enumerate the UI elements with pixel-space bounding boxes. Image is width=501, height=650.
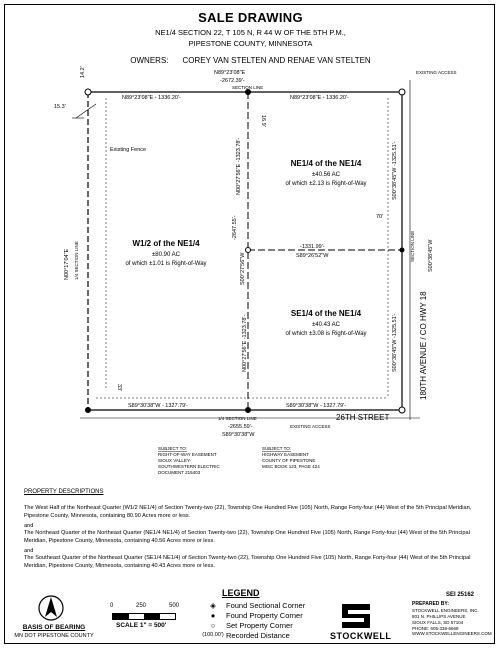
mid-bearing: S00°27'56"W	[240, 252, 246, 285]
parcel-se-name: SE1/4 of the NE1/4	[290, 309, 362, 318]
description-w-half: The West Half of the Northeast Quarter (W1/2 NE1/4) of Section Twenty-two (22), Township One Hundred Five (105) North, Range Forty-four (44) West of the 5th Principal Meridian, Pipestone County, Minnesota, containing 80.90 Acres more or less.	[24, 505, 472, 519]
existing-access-bottom: EXISTING ACCESS	[290, 424, 331, 429]
scale-label: SCALE 1" = 500'	[116, 622, 167, 629]
existing-access-top: EXISTING ACCESS	[416, 70, 457, 75]
dim-70: 70'	[376, 214, 384, 220]
parcel-w-name: W1/2 of the NE1/4	[132, 239, 200, 248]
bottom-bearing: S89°30'38"W	[222, 432, 255, 438]
mid-bottom-line: N00°27'56"E -1323.78'-	[242, 314, 248, 372]
dim-33: 33'	[116, 384, 122, 392]
description-ne-quarter: The Northeast Quarter of the Northeast Quarter (NE1/4 NE1/4) of Section Twenty-two (22), Township One Hundred Five (105) North, Range Forty-four (44) West of the 5th Principal Meridian, Pipestone County, Minnesota, containing 40.56 Acres more or less.	[24, 530, 470, 544]
basis-subtitle: MN DOT PIPESTONE COUNTY	[14, 633, 94, 639]
svg-text:MISC BOOK 123, PAGE 424: MISC BOOK 123, PAGE 424	[262, 464, 320, 469]
parcel-se-row: of which ±3.08 is Right-of-Way	[285, 331, 367, 337]
bottom-left-segment: S89°30'38"W - 1327.79'-	[128, 403, 189, 409]
road-name: 180TH AVENUE / CO HWY 18	[419, 291, 428, 400]
parcel-w-acres: ±80.90 AC	[152, 252, 180, 258]
west-quarter-line: 1/4 SECTION LINE	[74, 241, 79, 280]
descriptions-heading: PROPERTY DESCRIPTIONS	[24, 489, 104, 495]
description-and-2: and	[24, 548, 34, 554]
prepared-by-label: PREPARED BY:	[412, 601, 450, 607]
parcel-ne-row: of which ±2.13 is Right-of-Way	[285, 181, 367, 187]
company-block: STOCKWELL ENGINEERS, INC. 801 N. PHILLIPS AVENUE SIOUX FALLS, SD 57104 PHONE: 605-338-6668 WWW.STOCKWELLENGINEERS.COM	[412, 608, 492, 637]
existing-fence-label: Existing Fence	[110, 147, 147, 153]
legal-location-line1: NE1/4 SECTION 22, T 105 N, R 44 W OF THE 5TH P.M.,	[155, 28, 346, 37]
description-se-quarter: The Southeast Quarter of the Northeast Quarter (SE1/4 NE1/4) of Section Twenty-two (22), Township One Hundred Five (105) North, Range Forty-four (44) West of the 5th Principal Meridian, Pipestone County, Minnesota, containing 40.43 Acres more or less.	[24, 555, 471, 569]
mid-distance: -2647.55'-	[232, 215, 238, 240]
svg-text:SUBJECT TO:: SUBJECT TO:	[262, 446, 292, 451]
legend-found-property: ● Found Property Corner	[200, 610, 330, 620]
svg-text:SUBJECT TO:: SUBJECT TO:	[158, 446, 188, 451]
top-bearing: N89°23'08"E	[214, 70, 246, 76]
parcel-w-row: of which ±1.01 is Right-of-Way	[125, 261, 207, 267]
found-property-corner-icon: ●	[210, 610, 216, 620]
parcel-ne-acres: ±40.56 AC	[312, 172, 340, 178]
mid-bearing-horizontal: S89°26'52"W	[296, 253, 329, 259]
north-arrow-icon	[36, 593, 66, 623]
legend-recorded-distance: (100.00') Recorded Distance	[200, 630, 330, 640]
east-bottom-line: S00°38'45"W -1325.51'-	[392, 313, 398, 372]
set-property-corner-icon: ○	[210, 620, 216, 630]
mid-top-line: N00°27'56"E -1323.78'-	[236, 137, 242, 195]
svg-text:HIGHWAY EASEMENT: HIGHWAY EASEMENT	[262, 452, 309, 457]
description-and-1: and	[24, 523, 34, 529]
mid-distance-horizontal: -1331.99'-	[300, 244, 325, 250]
svg-text:RIGHT-OF-WAY EASEMENT: RIGHT-OF-WAY EASEMENT	[158, 452, 217, 457]
street-name: 26TH STREET	[336, 413, 390, 422]
top-left-segment: N89°23'08"E - 1336.20'-	[122, 95, 181, 101]
west-line-bearing: N00°17'04"E	[64, 248, 70, 280]
dim-14-2: 14.2'	[80, 66, 86, 78]
owners-names: COREY VAN STELTEN AND RENAE VAN STELTEN	[182, 56, 371, 65]
logo-wordmark: STOCKWELL	[330, 631, 392, 641]
svg-text:SIOUX VALLEY-: SIOUX VALLEY-	[158, 458, 192, 463]
found-sectional-corner-icon: ◈	[210, 600, 216, 610]
parcel-ne-name: NE1/4 of the NE1/4	[290, 159, 362, 168]
owners-label: OWNERS:	[130, 56, 169, 65]
dim-16-9: 16.9'	[260, 115, 266, 127]
svg-text:SOUTHWESTERN ELECTRIC: SOUTHWESTERN ELECTRIC	[158, 464, 220, 469]
easement-notes	[158, 446, 320, 475]
east-mid-bearing: S00°38'45"W	[428, 239, 434, 272]
stockwell-logo-icon	[336, 600, 376, 630]
east-top-line: S00°38'45"W -1325.51'-	[392, 141, 398, 200]
svg-text:DOCUMENT 215403: DOCUMENT 215403	[158, 470, 201, 475]
legal-location-line2: PIPESTONE COUNTY, MINNESOTA	[188, 39, 313, 48]
scale-tick-0: 0	[110, 603, 114, 609]
bottom-quarter-line: 1/4 SECTION LINE	[218, 416, 257, 421]
svg-text:COUNTY OF PIPESTONE: COUNTY OF PIPESTONE	[262, 458, 316, 463]
scale-bar	[112, 613, 176, 620]
top-distance: -2672.39'-	[220, 78, 245, 84]
recorded-distance-symbol: (100.00')	[202, 632, 224, 638]
dim-15-3: 15.3'	[54, 104, 66, 110]
legend-set-property: ○ Set Property Corner	[200, 620, 330, 630]
bottom-distance: -2655.59'-	[228, 424, 253, 430]
bottom-right-segment: S89°30'38"W - 1327.79'-	[286, 403, 347, 409]
fence-leader	[76, 104, 96, 118]
scale-tick-500: 500	[169, 603, 180, 609]
legend-found-sectional: ◈ Found Sectional Corner	[200, 600, 330, 610]
page-title: SALE DRAWING	[198, 10, 303, 25]
legend-list	[200, 600, 330, 640]
legend-title: LEGEND	[222, 588, 260, 598]
scale-tick-250: 250	[136, 603, 147, 609]
parcel-se-acres: ±40.43 AC	[312, 322, 340, 328]
east-section-line: SECTION LINE	[410, 230, 415, 262]
top-right-segment: N89°23'08"E - 1336.20'-	[290, 95, 349, 101]
basis-title: BASIS OF BEARING	[22, 624, 86, 631]
job-number: SEI 25162	[446, 592, 475, 598]
section-line-label: SECTION LINE	[232, 85, 264, 90]
